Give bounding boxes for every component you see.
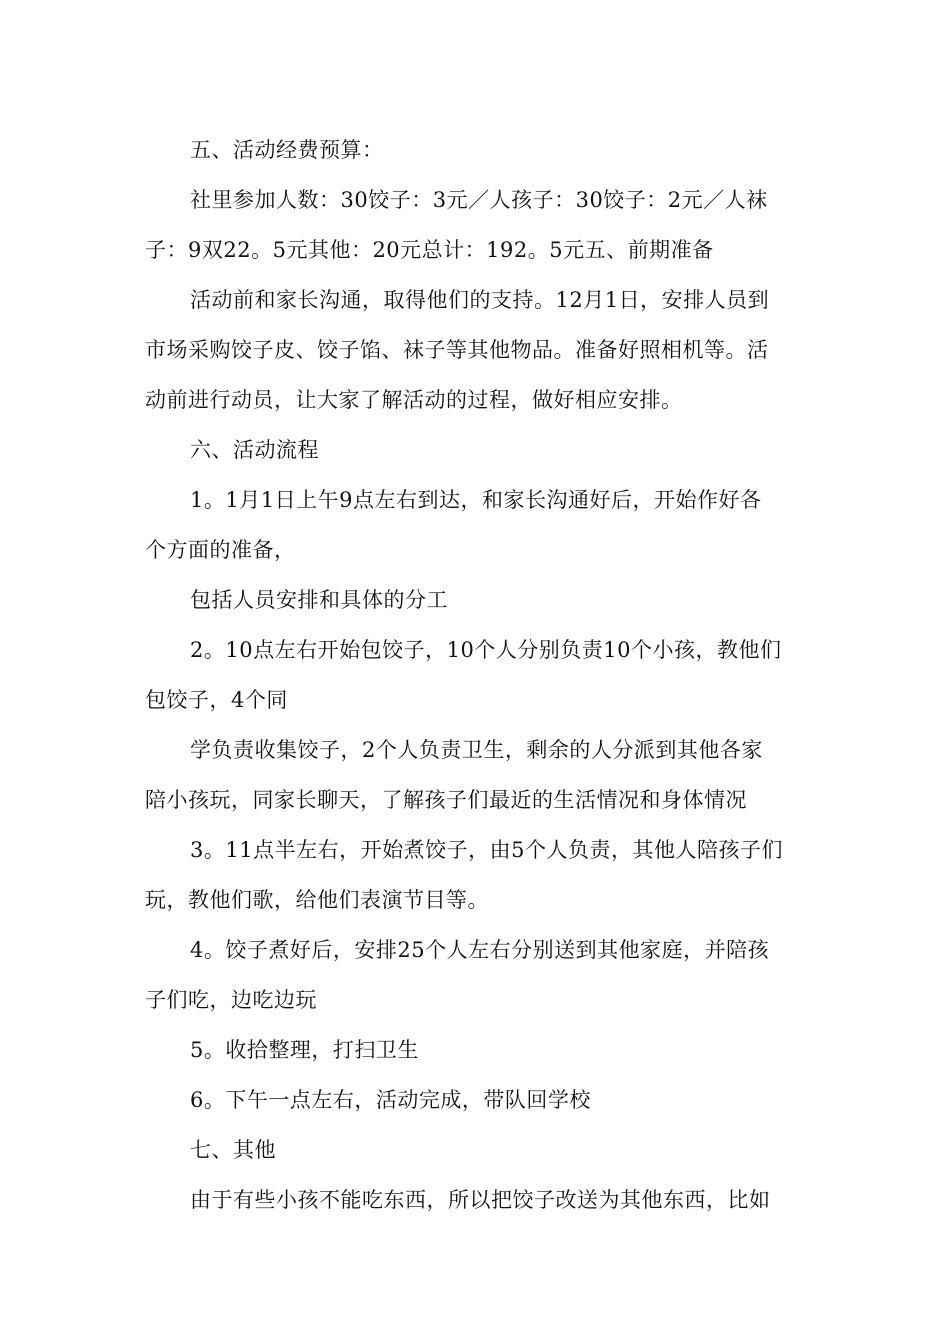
- paragraph-line: 包饺子，4个同: [145, 688, 288, 712]
- paragraph-line: 2。10点左右开始包饺子，10个人分别负责10个小孩，教他们: [190, 638, 782, 662]
- paragraph-line: 子：9双22。5元其他：20元总计：192。5元五、前期准备: [145, 238, 714, 262]
- paragraph-line: 个方面的准备，: [145, 538, 296, 562]
- section-heading-process: 六、活动流程: [190, 438, 319, 462]
- paragraph-line: 学负责收集饺子，2个人负责卫生，剩余的人分派到其他各家: [190, 738, 763, 762]
- paragraph-line: 动前进行动员，让大家了解活动的过程，做好相应安排。: [145, 388, 683, 412]
- paragraph-line: 4。饺子煮好后，安排25个人左右分别送到其他家庭，并陪孩: [190, 938, 770, 962]
- section-heading-other: 七、其他: [190, 1138, 276, 1162]
- paragraph-line: 玩，教他们歌，给他们表演节目等。: [145, 888, 489, 912]
- paragraph-line: 5。收拾整理，打扫卫生: [190, 1038, 419, 1062]
- paragraph-line: 子们吃，边吃边玩: [145, 988, 317, 1012]
- paragraph-line: 1。1月1日上午9点左右到达，和家长沟通好后，开始作好各: [190, 488, 762, 512]
- section-heading-budget: 五、活动经费预算：: [190, 138, 384, 162]
- paragraph-line: 社里参加人数：30饺子：3元／人孩子：30饺子：2元／人袜: [190, 188, 768, 212]
- paragraph-line: 包括人员安排和具体的分工: [190, 588, 448, 612]
- paragraph-line: 3。11点半左右，开始煮饺子，由5个人负责，其他人陪孩子们: [190, 838, 783, 862]
- paragraph-line: 市场采购饺子皮、饺子馅、袜子等其他物品。准备好照相机等。活: [145, 338, 769, 362]
- paragraph-line: 由于有些小孩不能吃东西，所以把饺子改送为其他东西，比如: [190, 1188, 771, 1212]
- paragraph-line: 陪小孩玩，同家长聊天，了解孩子们最近的生活情况和身体情况: [145, 788, 747, 812]
- paragraph-line: 活动前和家长沟通，取得他们的支持。12月1日，安排人员到: [190, 288, 770, 312]
- paragraph-line: 6。下午一点左右，活动完成，带队回学校: [190, 1088, 591, 1112]
